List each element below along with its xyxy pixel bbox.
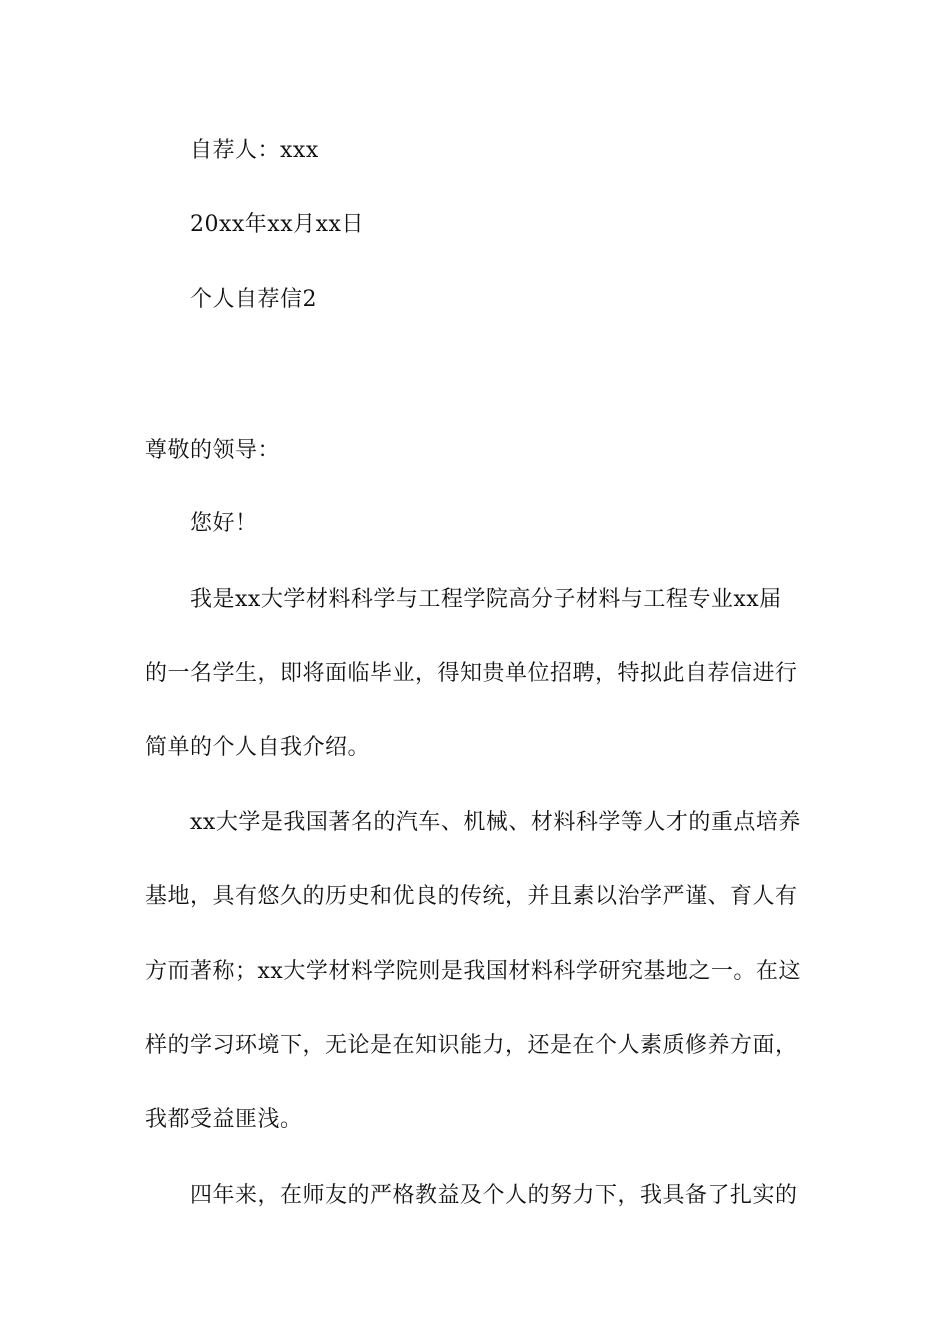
paragraph-line: 我都受益匪浅。 <box>145 1107 303 1132</box>
paragraph-line: 我是xx大学材料科学与工程学院高分子材料与工程专业xx届 <box>190 587 782 612</box>
paragraph-line: 样的学习环境下，无论是在知识能力，还是在个人素质修养方面， <box>145 1033 798 1058</box>
paragraph-line: 四年来，在师友的严格教益及个人的努力下，我具备了扎实的 <box>190 1183 798 1208</box>
greeting: 您好！ <box>190 511 258 536</box>
recommender-line: 自荐人：xxx <box>190 138 319 163</box>
date-line: 20xx年xx月xx日 <box>190 212 364 237</box>
paragraph-line: xx大学是我国著名的汽车、机械、材料科学等人才的重点培养 <box>190 810 801 835</box>
paragraph-line: 方而著称；xx大学材料学院则是我国材料科学研究基地之一。在这 <box>145 959 801 984</box>
paragraph-line: 简单的个人自我介绍。 <box>145 735 371 760</box>
paragraph-line: 的一名学生，即将面临毕业，得知贵单位招聘，特拟此自荐信进行 <box>145 661 798 686</box>
salutation: 尊敬的领导： <box>145 438 281 463</box>
paragraph-line: 基地，具有悠久的历史和优良的传统，并且素以治学严谨、育人有 <box>145 884 798 909</box>
section-title: 个人自荐信2 <box>190 287 317 312</box>
